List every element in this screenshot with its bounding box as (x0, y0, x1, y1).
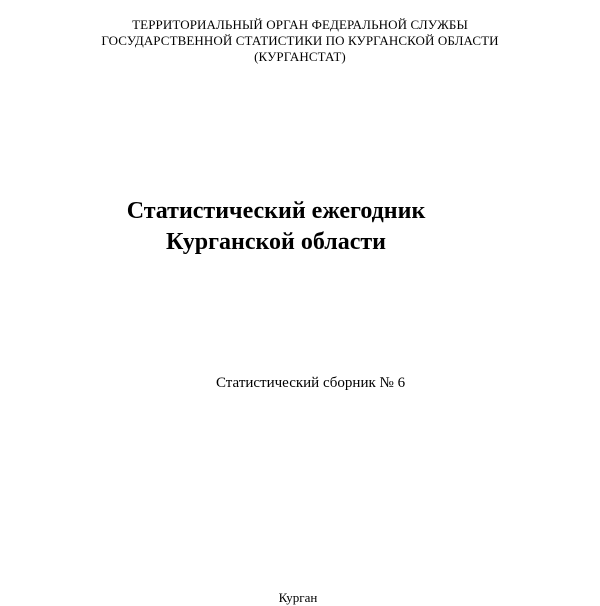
document-subtitle: Статистический сборник № 6 (216, 375, 406, 391)
publication-city: Курган (278, 590, 318, 605)
title-line-1: Статистический ежегодник (126, 198, 426, 224)
title-line-2: Курганской области (165, 229, 386, 255)
header-line-1: ТЕРРИТОРИАЛЬНЫЙ ОРГАН ФЕДЕРАЛЬНОЙ СЛУЖБЫ (132, 17, 468, 32)
header-line-3: (КУРГАНСТАТ) (254, 49, 346, 64)
header-line-2: ГОСУДАРСТВЕННОЙ СТАТИСТИКИ ПО КУРГАНСКОЙ ОБЛАСТИ (101, 33, 499, 48)
document-title (0, 196, 552, 258)
organization-header (0, 17, 600, 65)
